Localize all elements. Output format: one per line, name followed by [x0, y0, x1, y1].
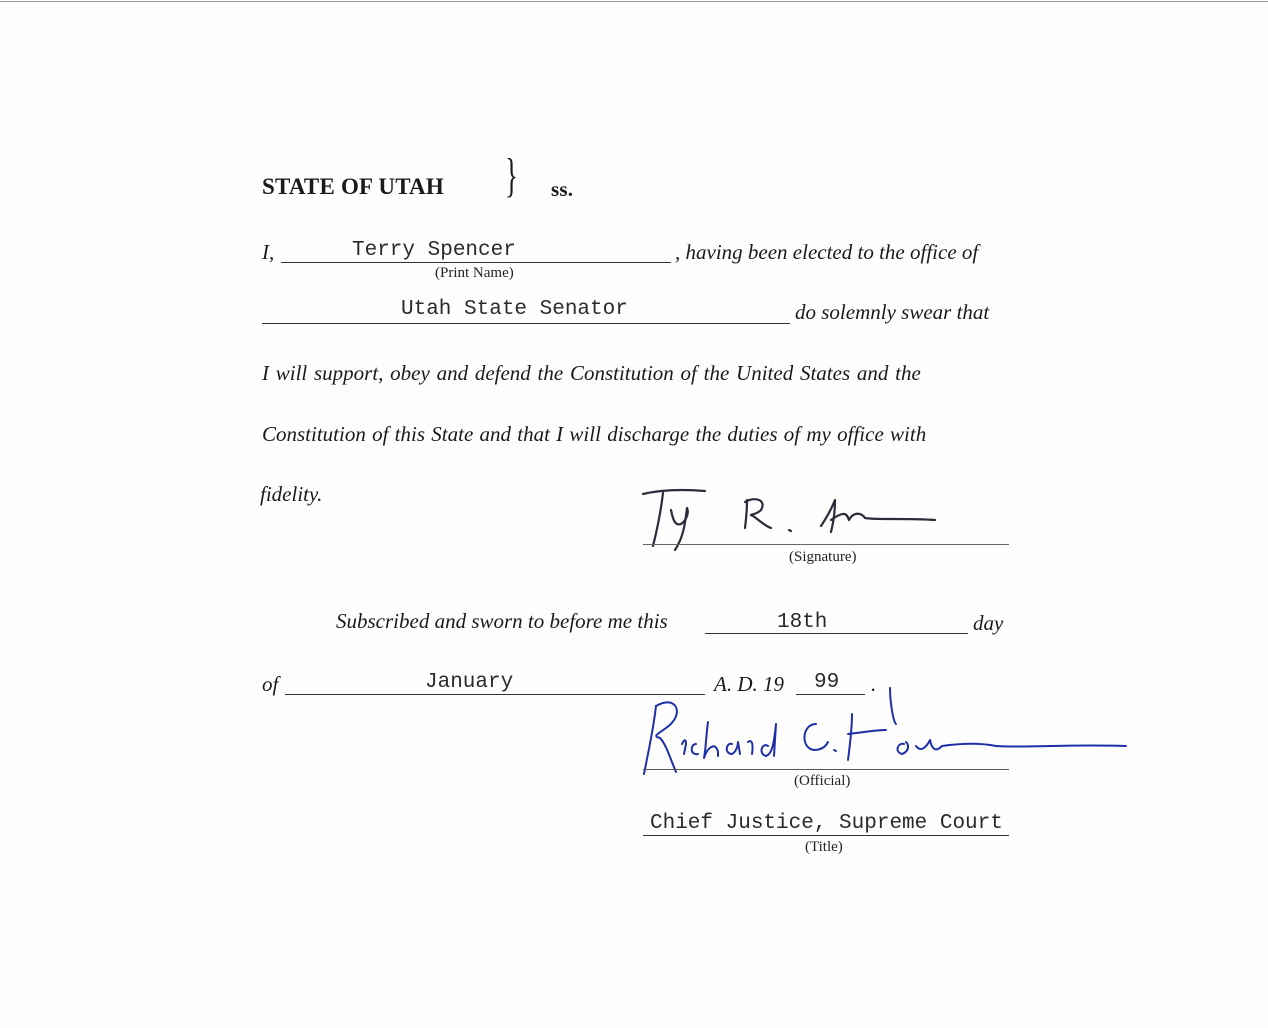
day-line — [705, 633, 968, 634]
month-value: January — [425, 671, 514, 694]
print-name-caption: (Print Name) — [435, 265, 514, 281]
title-value: Chief Justice, Supreme Court — [650, 812, 1003, 835]
year-value: 99 — [814, 671, 840, 694]
signature-line — [643, 544, 1009, 545]
senator-signature — [635, 480, 955, 560]
title-line — [643, 835, 1009, 836]
print-name-value: Terry Spencer — [352, 239, 516, 262]
official-line — [643, 769, 1009, 770]
elected-text: , having been elected to the office of — [675, 240, 979, 264]
official-signature-strokes — [644, 688, 1126, 774]
oath-line-4: Constitution of this State and that I will discharge the duties of my office with — [262, 422, 927, 446]
day-value: 18th — [777, 611, 828, 634]
year-period: . — [871, 672, 877, 696]
oath-line-5: fidelity. — [260, 482, 323, 506]
oath-line-3: I will support, obey and defend the Constitution of the United States and the — [262, 361, 921, 385]
day-word: day — [973, 611, 1004, 635]
ss-abbreviation: ss. — [551, 177, 574, 201]
state-heading: STATE OF UTAH — [262, 174, 444, 199]
official-caption: (Official) — [794, 773, 851, 789]
title-caption: (Title) — [805, 839, 843, 855]
office-line — [262, 323, 790, 324]
swear-text: do solemnly swear that — [795, 300, 990, 324]
of-word: of — [262, 672, 279, 696]
signature-caption: (Signature) — [789, 549, 857, 565]
brace-symbol: } — [505, 149, 518, 202]
ad-text: A. D. 19 — [714, 672, 784, 696]
sworn-text: Subscribed and sworn to before me this — [336, 609, 668, 633]
print-name-line — [281, 262, 671, 263]
oath-prefix: I, — [262, 240, 275, 264]
office-value: Utah State Senator — [401, 298, 628, 321]
senator-signature-strokes — [643, 490, 935, 550]
scan-top-edge — [0, 1, 1268, 2]
